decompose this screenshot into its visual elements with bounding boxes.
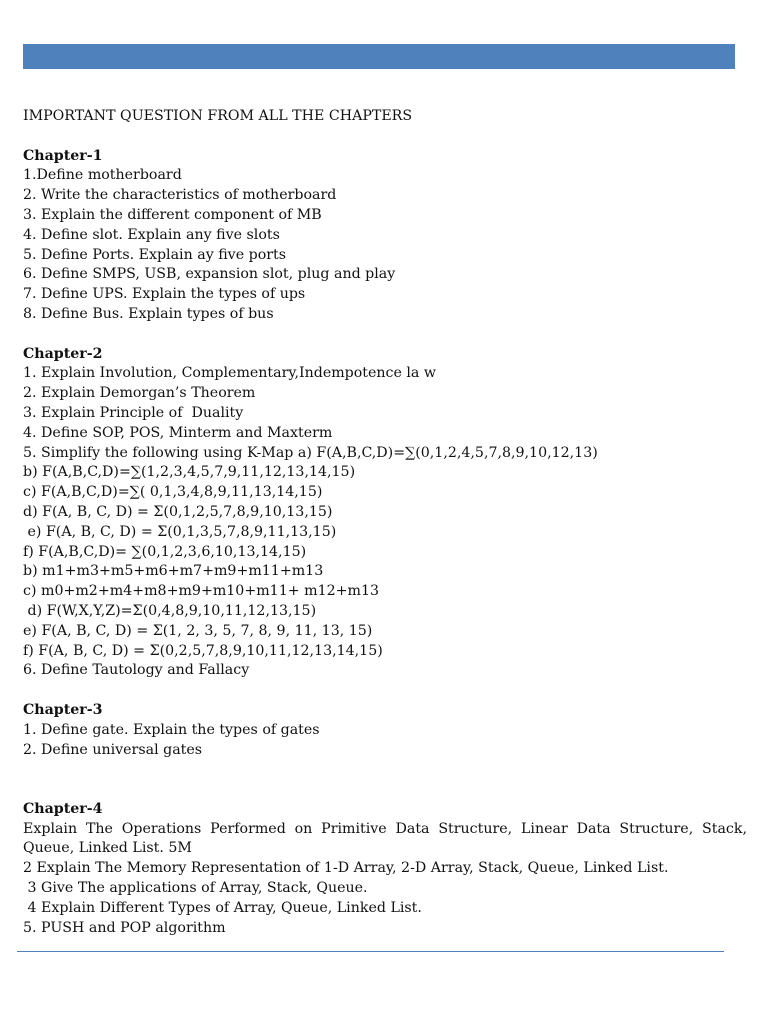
question-item: 2. Explain Demorgan’s Theorem <box>23 385 256 402</box>
question-item: 2. Write the characteristics of motherboard <box>23 187 337 204</box>
chapter-1-section <box>23 147 747 325</box>
question-item: d) F(W,X,Y,Z)=Σ(0,4,8,9,10,11,12,13,15) <box>23 602 317 619</box>
question-item: 4. Define SOP, POS, Minterm and Maxterm <box>23 424 333 441</box>
question-item: b) F(A,B,C,D)=∑(1,2,3,4,5,7,9,11,12,13,14,15) <box>23 464 356 481</box>
question-item: d) F(A, B, C, D) = Σ(0,1,2,5,7,8,9,10,13,15) <box>23 503 333 520</box>
question-item: 2. Define universal gates <box>23 741 203 758</box>
footer-rule <box>17 951 724 952</box>
question-item: 1. Explain Involution, Complementary,Indempotence la w <box>23 365 437 382</box>
chapter-heading: Chapter-4 <box>23 800 103 817</box>
question-item: 1. Define gate. Explain the types of gates <box>23 721 320 738</box>
question-item: 6. Define SMPS, USB, expansion slot, plug and play <box>23 266 396 283</box>
question-item: c) m0+m2+m4+m8+m9+m10+m11+ m12+m13 <box>23 583 380 600</box>
question-item: 2 Explain The Memory Representation of 1-D Array, 2-D Array, Stack, Queue, Linked List. <box>23 860 669 877</box>
document-body <box>23 107 747 938</box>
question-item: 5. PUSH and POP algorithm <box>23 919 226 936</box>
chapter-4-section <box>23 800 747 939</box>
question-item: 3. Explain Principle of Duality <box>23 404 244 421</box>
question-item: b) m1+m3+m5+m6+m7+m9+m11+m13 <box>23 563 324 580</box>
question-item: 8. Define Bus. Explain types of bus <box>23 305 274 322</box>
page-title: IMPORTANT QUESTION FROM ALL THE CHAPTERS <box>23 108 413 124</box>
chapter-heading: Chapter-3 <box>23 701 103 718</box>
question-item: f) F(A, B, C, D) = Σ(0,2,5,7,8,9,10,11,12,13,14,15) <box>23 642 383 659</box>
question-item: e) F(A, B, C, D) = Σ(1, 2, 3, 5, 7, 8, 9, 11, 13, 15) <box>23 622 373 639</box>
chapter-2-section <box>23 345 747 682</box>
question-item: e) F(A, B, C, D) = Σ(0,1,3,5,7,8,9,11,13,15) <box>23 523 337 540</box>
question-item: 3. Explain the different component of MB <box>23 206 322 223</box>
question-item: 5. Simplify the following using K-Map a) F(A,B,C,D)=∑(0,1,2,4,5,7,8,9,10,12,13) <box>23 444 598 461</box>
chapter-3-section <box>23 701 747 760</box>
question-item: 7. Define UPS. Explain the types of ups <box>23 286 306 303</box>
header-band <box>23 44 735 69</box>
question-item: f) F(A,B,C,D)= ∑(0,1,2,3,6,10,13,14,15) <box>23 543 307 560</box>
question-item: 3 Give The applications of Array, Stack, Queue. <box>23 880 368 897</box>
chapter-heading: Chapter-2 <box>23 345 103 362</box>
question-item: c) F(A,B,C,D)=∑( 0,1,3,4,8,9,11,13,14,15) <box>23 484 323 501</box>
question-item: 1.Define motherboard <box>23 167 182 184</box>
chapter-heading: Chapter-1 <box>23 147 103 164</box>
question-item: 5. Define Ports. Explain ay five ports <box>23 246 286 263</box>
question-item: 4 Explain Different Types of Array, Queue, Linked List. <box>23 899 422 916</box>
question-item: Explain The Operations Performed on Primitive Data Structure, Linear Data Structure, Stack, Queue, Linked List. 5M <box>23 820 747 857</box>
question-item: 6. Define Tautology and Fallacy <box>23 662 250 679</box>
question-item: 4. Define slot. Explain any five slots <box>23 226 280 243</box>
